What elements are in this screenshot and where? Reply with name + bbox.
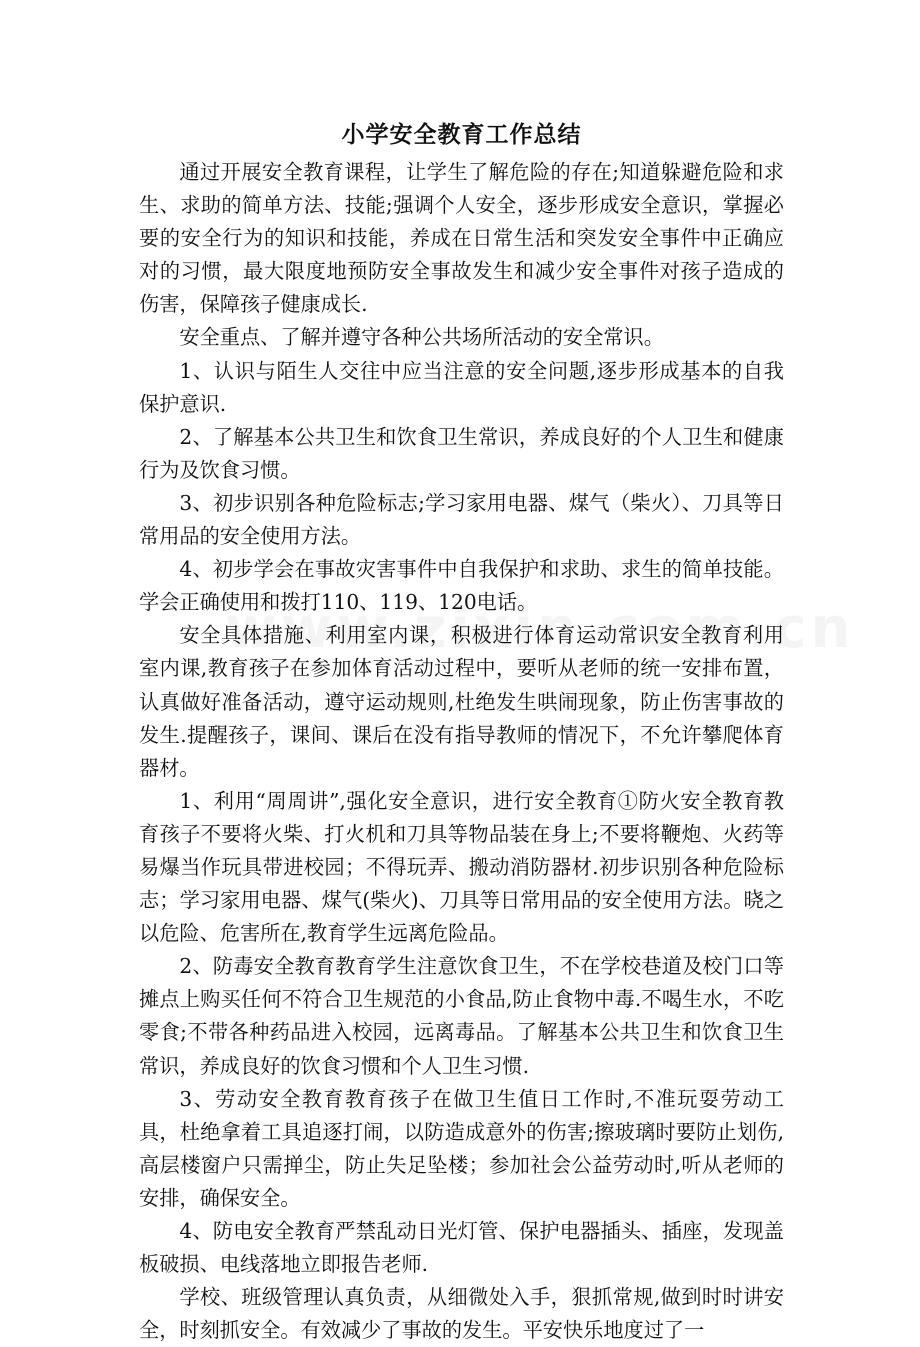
- paragraph-conclusion: 学校、班级管理认真负责，从细微处入手，狠抓常规,做到时时讲安全，时刻抓安全。有效减少了事故的发生。平安快乐地度过了一: [139, 1285, 784, 1343]
- paragraph-focus-item-3: 3、初步识别各种危险标志;学习家用电器、煤气（柴火）、刀具等日常用品的安全使用方法。: [139, 490, 784, 549]
- paragraph-focus-item-1: 1、认识与陌生人交往中应当注意的安全问题,逐步形成基本的自我保护意识.: [139, 358, 784, 416]
- paragraph-intro: 通过开展安全教育课程，让学生了解危险的存在;知道躲避危险和求生、求助的简单方法、技能;强调个人安全，逐步形成安全意识，掌握必要的安全行为的知识和技能，养成在日常生活和突发安全事件中正确应对的习惯，最大限度地预防安全事故发生和减少安全事件对孩子造成的伤害，保障孩子健康成长.: [139, 160, 784, 317]
- document-title: 小学安全教育工作总结: [341, 121, 582, 148]
- document-page: [139, 0, 784, 1343]
- paragraph-focus-item-4: 4、初步学会在事故灾害事件中自我保护和求助、求生的简单技能。学会正确使用和拨打110、119、120电话。: [139, 557, 784, 615]
- paragraph-measure-item-1: 1、利用“周周讲”,强化安全意识，进行安全教育①防火安全教育教育孩子不要将火柴、打火机和刀具等物品装在身上;不要将鞭炮、火药等易爆当作玩具带进校园；不得玩弄、搬动消防器材.初步识别各种危险标志；学习家用电器、煤气(柴火)、刀具等日常用品的安全使用方法。晓之以危险、危害所在,教育学生远离危险品。: [139, 788, 784, 946]
- paragraph-focus-item-2: 2、了解基本公共卫生和饮食卫生常识，养成良好的个人卫生和健康行为及饮食习惯。: [139, 424, 784, 482]
- paragraph-measure-item-3: 3、劳动安全教育教育孩子在做卫生值日工作时,不准玩耍劳动工具，杜绝拿着工具追逐打闹，以防造成意外的伤害;擦玻璃时要防止划伤,高层楼窗户只需掸尘，防止失足坠楼；参加社会公益劳动时,听从老师的安排，确保安全。: [139, 1086, 784, 1210]
- document-body: [139, 156, 784, 1347]
- paragraph-measure-item-4: 4、防电安全教育严禁乱动日光灯管、保护电器插头、插座，发现盖板破损、电线落地立即报告老师.: [139, 1219, 784, 1277]
- paragraph-measures: 安全具体措施、利用室内课，积极进行体育运动常识安全教育利用室内课,教育孩子在参加体育活动过程中，要听从老师的统一安排布置，认真做好准备活动，遵守运动规则,杜绝发生哄闹现象，防止伤害事故的发生.提醒孩子，课间、课后在没有指导教师的情况下，不允许攀爬体育器材。: [139, 623, 784, 780]
- paragraph-safety-focus: 安全重点、了解并遵守各种公共场所活动的安全常识。: [179, 325, 664, 350]
- paragraph-measure-item-2: 2、防毒安全教育教育学生注意饮食卫生，不在学校巷道及校门口等摊点上购买任何不符合卫生规范的小食品,防止食物中毒.不喝生水，不吃零食;不带各种药品进入校园，远离毒品。了解基本公共卫生和饮食卫生常识，养成良好的饮食习惯和个人卫生习惯.: [139, 954, 784, 1078]
